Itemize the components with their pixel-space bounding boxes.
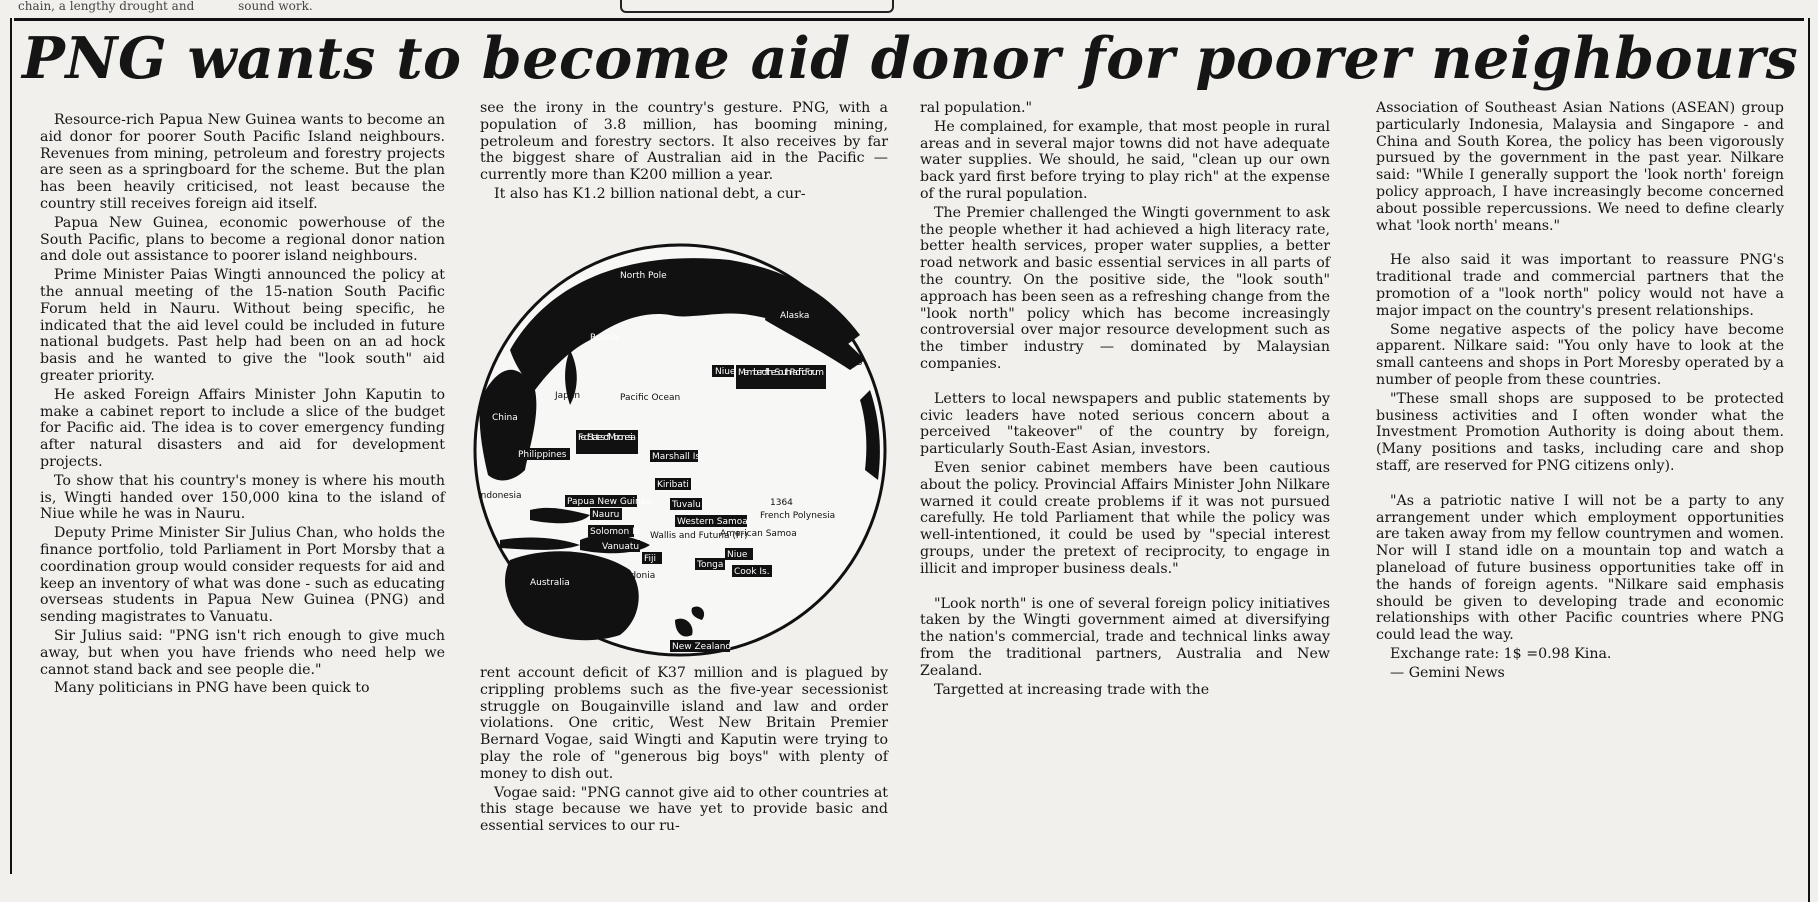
map-label: Tuvalu xyxy=(672,500,701,510)
legend-key-label: Niue xyxy=(715,367,736,377)
paragraph: He also said it was important to reassure PNG's traditional trade and commercial partners that the promotion of a "look north" policy would not have a major impact on the country's present relationships. xyxy=(1376,252,1784,319)
paragraph: Many politicians in PNG have been quick to xyxy=(54,680,370,697)
column-4 xyxy=(1376,100,1784,682)
paragraph: Some negative aspects of the policy have become apparent. Nilkare said: "You only have to look at the small canteens and shops in Port Moresby operated by a number of people from these countries. xyxy=(1376,321,1784,388)
frame-right-rule xyxy=(1808,18,1810,902)
paragraph: see the irony in the country's gesture. PNG, with a population of 3.8 million, has booming mining, petroleum and forestry sectors. It also receives by far the biggest share of Australian aid in the Pacific — currently more than K200 million a year. xyxy=(480,100,888,184)
pacific-map-figure xyxy=(470,240,900,660)
paragraph: Sir Julius said: "PNG isn't rich enough to give much away, but when you have friends who need help we cannot stand back and see people die." xyxy=(40,627,445,678)
map-label: Western Samoa xyxy=(677,517,748,527)
paragraph: He asked Foreign Affairs Minister John Kaputin to make a cabinet report to include a slice of the budget for Pacific aid. The idea is to cover emergency funding after natural disasters and aid for development projects. xyxy=(40,386,445,470)
article-headline: PNG wants to become aid donor for poorer neighbours xyxy=(22,25,1799,92)
paragraph: "These small shops are supposed to be protected business activities and I often wonder what the Investment Promotion Authority is doing about them. (Many positions and tasks, including care and shop staff, are reserved for PNG citizens only). xyxy=(1376,390,1784,474)
map-label: Australia xyxy=(530,578,570,588)
map-label: Vanuatu xyxy=(602,542,640,552)
map-label: Tonga xyxy=(697,560,724,570)
byline: — Gemini News xyxy=(1390,664,1505,681)
map-label: Kiribati xyxy=(657,480,689,490)
map-label: Alaska xyxy=(780,311,810,321)
map-label: Japan xyxy=(555,391,581,401)
map-label: New Zealand xyxy=(672,642,732,652)
paragraph: Association of Southeast Asian Nations (ASEAN) group particularly Indonesia, Malaysia and Singapore - and China and South Korea, the policy has been vigorously pursued by the government in the past year. Nilkare said: "While I generally support the 'look north' foreign policy approach, I have increasingly become concerned about possible repercussions. We need to define clearly what 'look north' means." xyxy=(1376,100,1784,234)
paragraph: "Look north" is one of several foreign policy initiatives taken by the Wingti government aimed at diversifying the nation's commercial, trade and technical links away from the traditional partners, Australia and New Zealand. xyxy=(920,595,1330,679)
column-2-top xyxy=(480,100,888,203)
paragraph: It also has K1.2 billion national debt, a cur- xyxy=(494,185,806,202)
top-rule xyxy=(14,18,1804,21)
frame-left-rule xyxy=(10,18,12,874)
map-label: Russia xyxy=(590,333,619,343)
map-label: French Polynesia xyxy=(760,511,836,521)
map-label: North Pole xyxy=(620,271,667,281)
map-label: American Samoa xyxy=(720,529,797,539)
top-box-border xyxy=(620,0,894,13)
map-label: Marshall Is. xyxy=(652,452,703,462)
column-3 xyxy=(920,100,1330,698)
map-label: Fiji xyxy=(644,554,657,564)
paragraph: To show that his country's money is where his mouth is, Wingti handed over 150,000 kina to the island of Niue while he was in Nauru. xyxy=(40,472,445,523)
map-label: Cook Is. xyxy=(734,567,770,577)
paragraph: ral population." xyxy=(920,100,1033,116)
map-label: Indonesia xyxy=(478,491,522,501)
map-label: Solomon Is. xyxy=(590,527,643,537)
map-label: Wallis and Futuna (Fr) xyxy=(650,531,748,541)
paragraph: rent account deficit of K37 million and is plagued by crippling problems such as the five-year secessionist struggle on Bougainville island and law and order violations. One critic, West New Britain Premier Bernard Vogae, said Wingti and Kaputin were trying to play the role of "generous big boys" with plenty of money to dish out. xyxy=(480,665,888,782)
paragraph: He complained, for example, that most people in rural areas and in several major towns did not have adequate water supplies. We should, he said, "clean up our own back yard first before trying to play rich" at the expense of the rural population. xyxy=(920,118,1330,202)
map-label: New Caledonia xyxy=(588,571,656,581)
paragraph: Prime Minister Paias Wingti announced the policy at the annual meeting of the 15-nation South Pacific Forum held in Nauru. Without being specific, he indicated that the aid level could be included in future national budgets. Past help had been on an ad hock basis and he wanted to give the "look south" aid greater priority. xyxy=(40,267,445,384)
column-2-bottom xyxy=(480,665,888,835)
strip-text: sound work. xyxy=(238,0,313,13)
column-1 xyxy=(40,112,445,697)
map-label: Nauru xyxy=(592,510,620,520)
previous-article-strip xyxy=(18,0,1818,14)
map-label: China xyxy=(492,413,518,423)
paragraph: The Premier challenged the Wingti government to ask the people whether it had achieved a high literacy rate, better health services, proper water supplies, a better road network and basic essential services in all parts of the country. On the positive side, the "look south" approach has been seen as a refreshing change from the "look north" policy which has become increasingly controversial over major resource development such as the timber industry — dominated by Malaysian companies. xyxy=(920,204,1330,372)
map-label: 1364 xyxy=(770,498,793,508)
map-label: US xyxy=(850,358,863,368)
paragraph: "As a patriotic native I will not be a party to any arrangement under which employment opportunities are taken away from my fellow countrymen and women. Nor will I stand idle on a mountain top and watch a planeload of future business opportunities take off in the hands of foreign agents. "Nilkare said emphasis should be given to developing trade and economic relationships with other Pacific countries where PNG could lead the way. xyxy=(1376,492,1784,644)
paragraph: Papua New Guinea, economic powerhouse of the South Pacific, plans to become a regional donor nation and dole out assistance to poorer island neighbours. xyxy=(40,214,445,265)
map-label: Fed States of Micronesia xyxy=(578,433,636,443)
map-label: Philippines xyxy=(518,450,567,460)
paragraph: Targetted at increasing trade with the xyxy=(934,681,1210,698)
pacific-map xyxy=(470,240,900,660)
map-label: Niue xyxy=(727,550,748,560)
paragraph: Vogae said: "PNG cannot give aid to other countries at this stage because we have yet to provide basic and essential services to our ru- xyxy=(480,784,888,835)
map-label: Pacific Ocean xyxy=(620,393,681,403)
map-label: Papua New Guinea xyxy=(567,497,652,507)
strip-text: chain, a lengthy drought and xyxy=(18,0,195,13)
paragraph: Deputy Prime Minister Sir Julius Chan, who holds the finance portfolio, told Parliament in Port Morsby that a coordination group would consider requests for aid and keep an inventory of what was done - such as educating overseas students in Papua New Guinea (PNG) and sending magistrates to Vanuatu. xyxy=(40,525,445,626)
map-legend: Member of the South Pacific Forum xyxy=(738,368,824,378)
paragraph: Resource-rich Papua New Guinea wants to become an aid donor for poorer South Pacific Island neighbours. Revenues from mining, petroleum and forestry projects are seen as a springboard for the scheme. But the plan has been heavily criticised, not least because the country still receives foreign aid itself. xyxy=(40,112,445,212)
exchange-rate: Exchange rate: 1$ =0.98 Kina. xyxy=(1390,645,1612,662)
paragraph: Even senior cabinet members have been cautious about the policy. Provincial Affairs Minister John Nilkare warned it could create problems if it was not pursued carefully. He told Parliament that while the policy was well-intentioned, it could be used by "special interest groups, under the pretext of reciprocity, to engage in illicit and improper business deals." xyxy=(920,459,1330,577)
paragraph: Letters to local newspapers and public statements by civic leaders have noted serious concern about a perceived "takeover" of the country by foreign, particularly South-East Asian, investors. xyxy=(920,390,1330,458)
